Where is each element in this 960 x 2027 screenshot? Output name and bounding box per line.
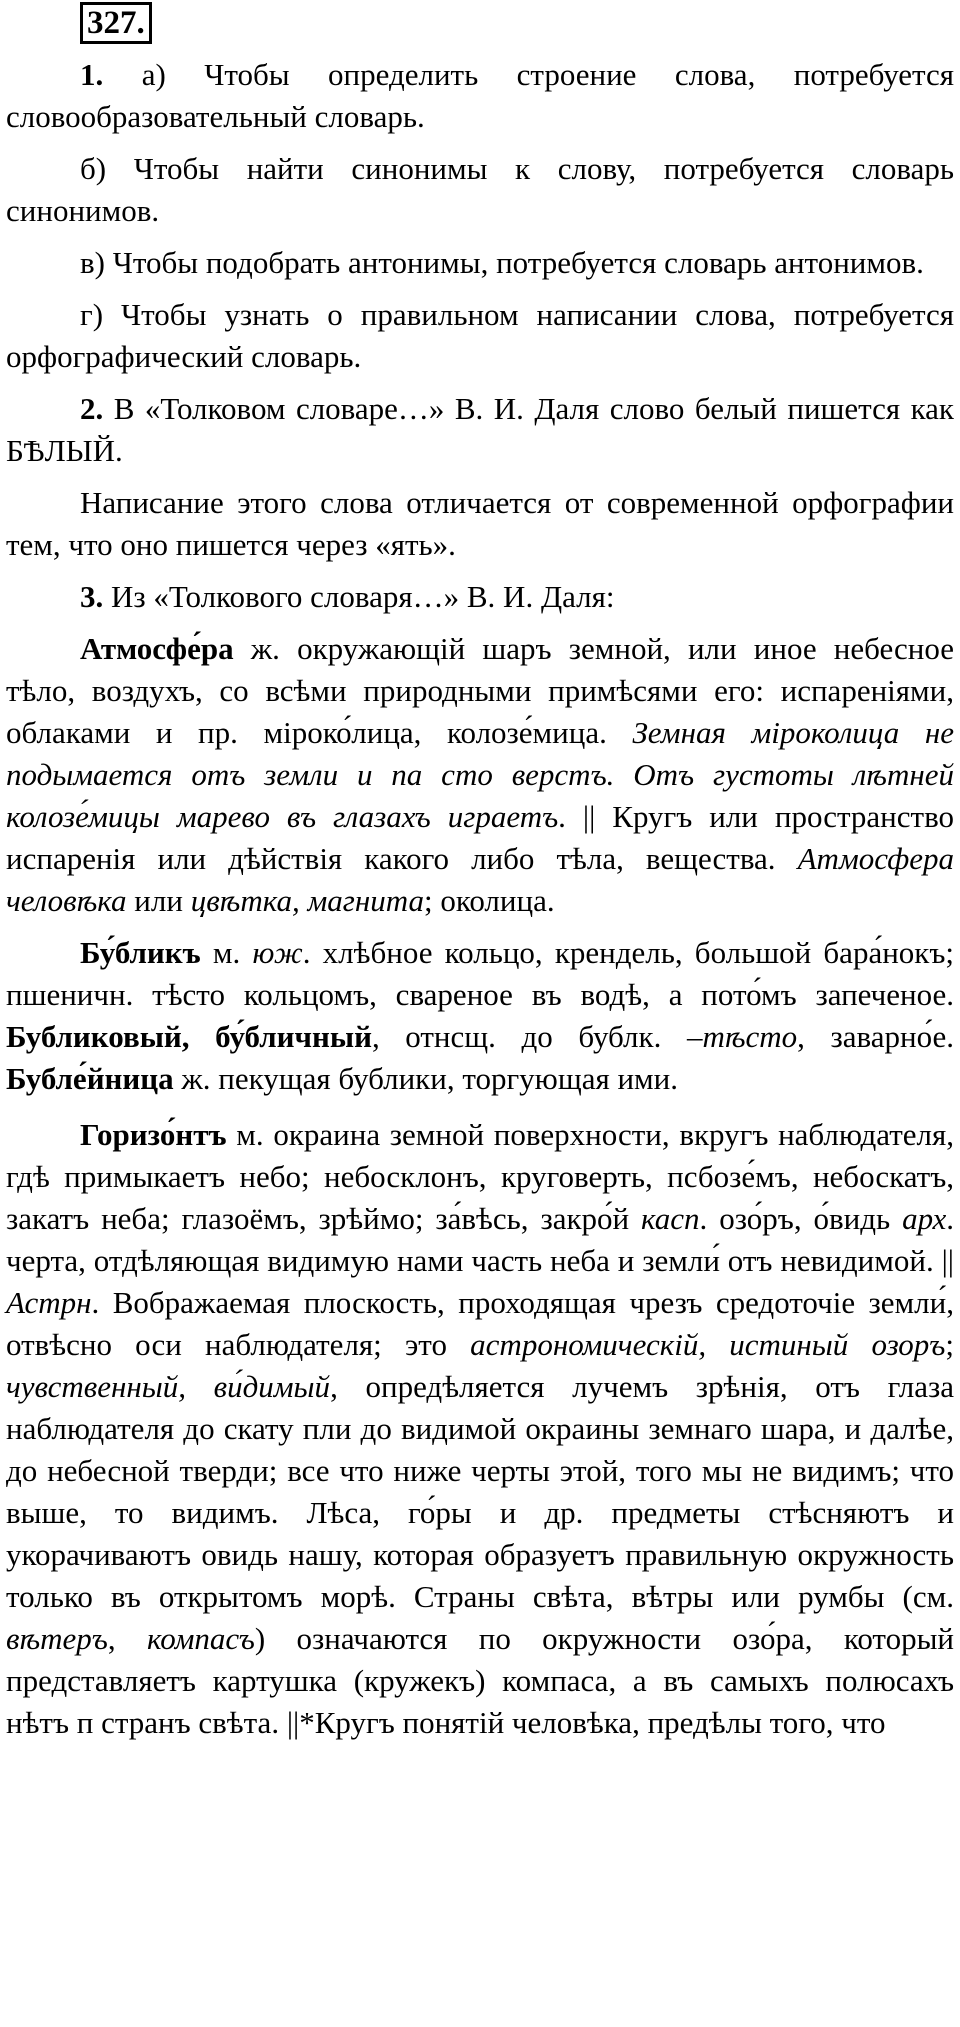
answer-2-note: Написание этого слова отличается от современной орфографии тем, что оно пишется через «ять». bbox=[6, 485, 954, 562]
dictionary-entry-gorizont: Горизо́нтъ м. окраина земной поверхности, вкругъ наблюдателя, гдѣ примыкаетъ небо; небосклонъ, круговерть, псбозе́мъ, небоскатъ, закатъ неба; глазоёмъ, зрѣймо; за́вѣсь, закро́й касп. озо́ръ, о́видь арх. черта, отдѣляющая видимую нами часть неба и земли́ отъ невидимой. || Астрн. Вображаемая плоскость, проходящая чрезъ средоточіе земли́, отвѣсно оси наблюдателя; это астрономическій, истиный озоръ; чувственный, ви́димый, опредѣляется лучемъ зрѣнія, отъ глаза наблюдателя до скату пли до видимой окраины земнаго шара, и далѣе, до небесной тверди; все что ниже черты этой, того мы не видимъ; что выше, то видимъ. Лѣса, го́ры и др. предметы стѣсняютъ и укорачиваютъ овидь нашу, которая образуетъ правильную окружность только въ открытомъ морѣ. Страны свѣта, вѣтры или румбы (см. вѣтеръ, компасъ) означаются по окружности озо́ра, который представляетъ картушка (кружекъ) компаса, а въ самыхъ полюсахъ нѣтъ п странъ свѣта. ||*Кругъ понятій человѣка, предѣлы того, что bbox=[6, 1117, 955, 1740]
answer-3-number: 3. bbox=[80, 579, 104, 614]
headword-bublik: Бу́бликъ bbox=[80, 935, 201, 970]
answer-1b: б) Чтобы найти синонимы к слову, потребуется словарь синонимов. bbox=[6, 151, 954, 228]
answer-1a: 1. а) Чтобы определить строение слова, потребуется словообразовательный словарь. bbox=[6, 57, 955, 134]
dictionary-entry-bublik: Бу́бликъ м. юж. хлѣбное кольцо, крендель, большой бара́нокъ; пшеничн. тѣсто кольцомъ, свареное въ водѣ, а пото́мъ запеченое. Бубликовый, бу́бличный, отнсщ. до бублк. –тѣсто, заварно́е. Бубле́йница ж. пекущая бублики, торгующая ими. bbox=[6, 935, 954, 1096]
dictionary-entry-atmosfera: Атмосфе́ра ж. окружающій шаръ земной, или иное небесное тѣло, воздухъ, со всѣми природными примѣсями его: испареніями, облаками и пр. міроко́лица, колозе́мица. Земная міроколица не подымается отъ земли и па сто верстъ. Отъ густоты лѣтней колозе́мицы марево въ глазахъ играетъ. || Кругъ или пространство испаренія или дѣйствія какого либо тѣла, вещества. Атмосфера человѣка или цвѣтка, магнита; околица. bbox=[6, 631, 955, 918]
task-number: 327. bbox=[80, 2, 152, 44]
answer-1g: г) Чтобы узнать о правильном написании слова, потребуется орфографический словарь. bbox=[6, 297, 954, 374]
headword-atmosfera: Атмосфе́ра bbox=[80, 631, 234, 666]
answer-2-number: 2. bbox=[80, 391, 104, 426]
answer-3: 3. Из «Толкового словаря…» В. И. Даля: bbox=[80, 579, 615, 614]
answer-2: 2. В «Толковом словаре…» В. И. Даля слово белый пишется как БѢЛЫЙ. bbox=[6, 391, 954, 468]
headword-gorizont: Горизо́нтъ bbox=[80, 1117, 227, 1152]
answer-1-number: 1. bbox=[80, 57, 104, 92]
answer-1v: в) Чтобы подобрать антонимы, потребуется словарь антонимов. bbox=[80, 245, 924, 280]
